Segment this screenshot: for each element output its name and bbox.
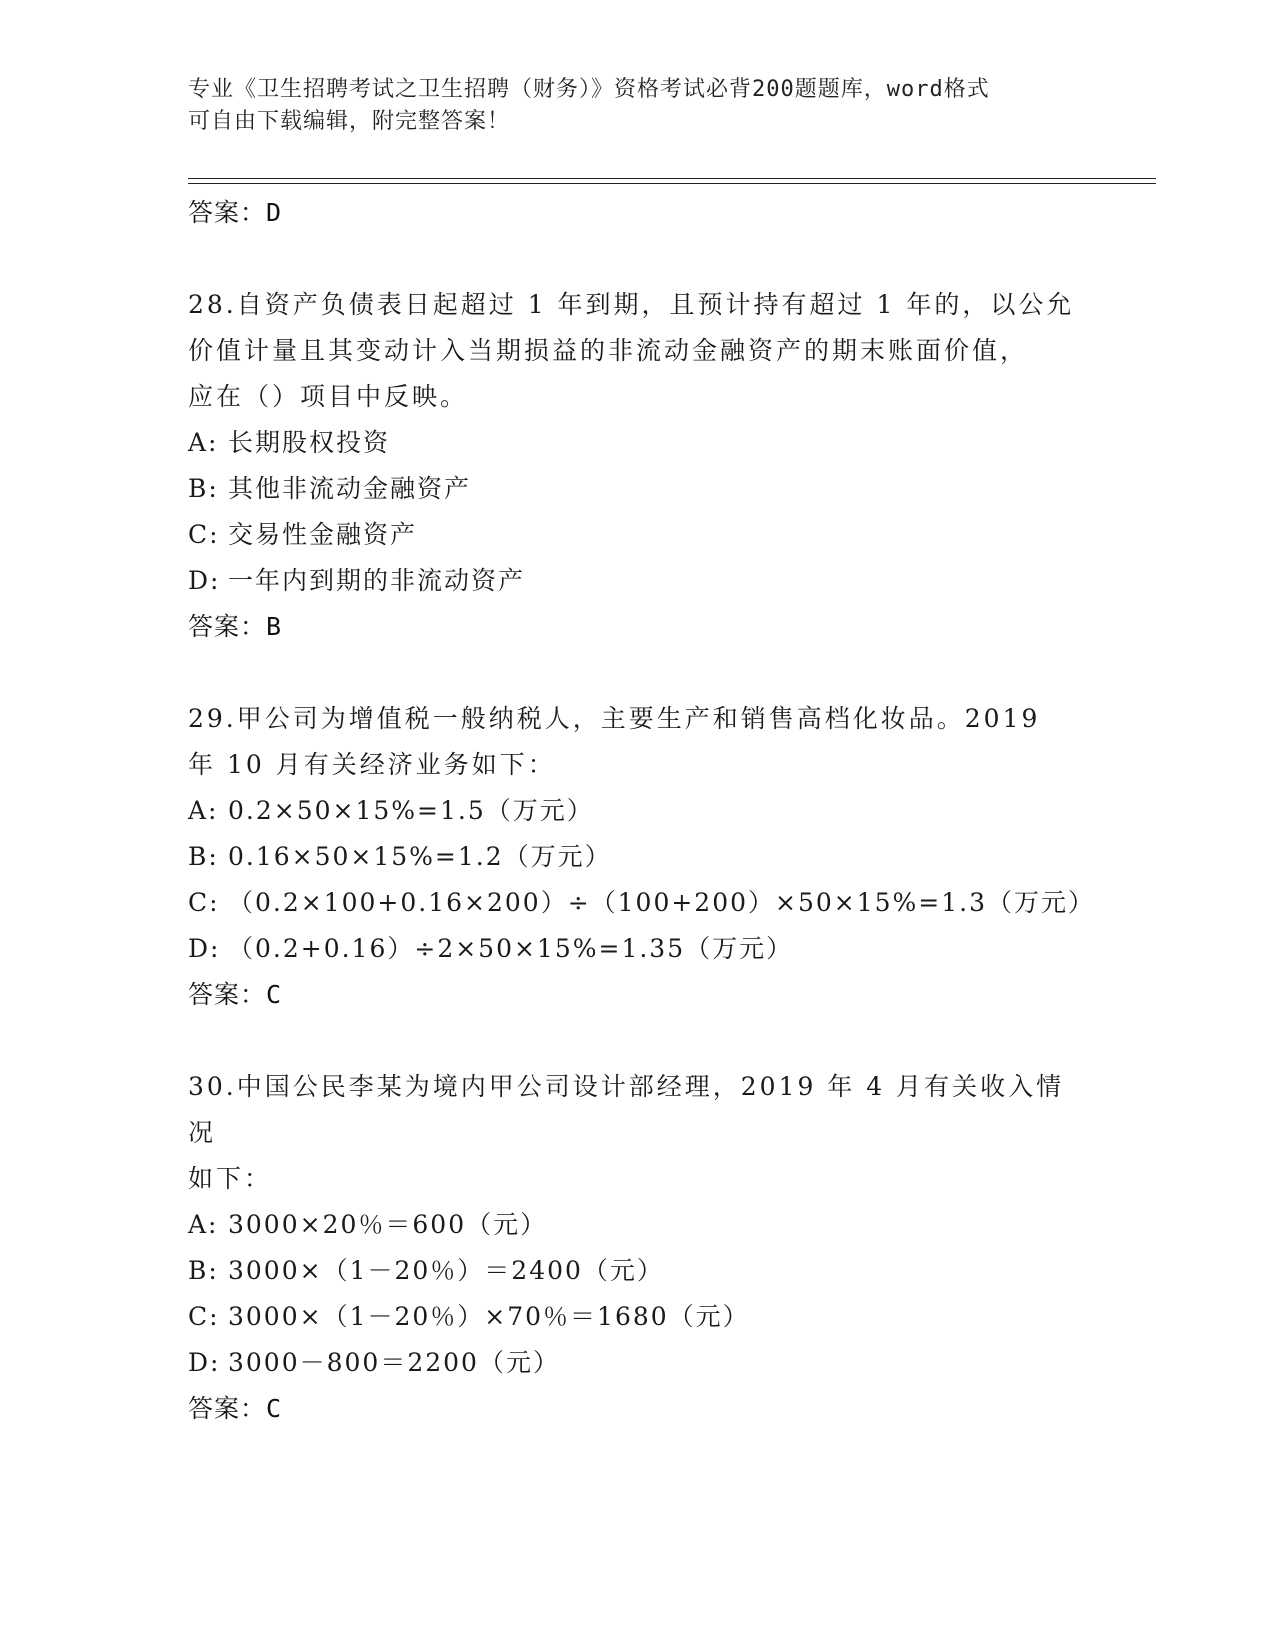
option-d <box>188 926 1088 972</box>
document-body <box>188 190 1096 1432</box>
answer-line: 答案：C <box>188 1394 283 1423</box>
option-text: 3000×20％＝600（元） <box>228 1210 548 1239</box>
question-text-line: 应在（）项目中反映。 <box>188 382 469 411</box>
option-text: 其他非流动金融资产 <box>228 474 472 503</box>
option-text: （0.2+0.16）÷2×50×15%=1.35（万元） <box>228 934 794 963</box>
question-text-line: 30.中国公民李某为境内甲公司设计部经理，2019 年 4 月有关收入情况 <box>188 1072 1065 1147</box>
option-a <box>188 1202 1088 1248</box>
header-line-2: 可自由下载编辑，附完整答案！ <box>188 109 511 134</box>
question-text-line: 29.甲公司为增值税一般纳税人，主要生产和销售高档化妆品。2019 <box>188 704 1041 733</box>
option-text: 3000×（1－20％）×70％＝1680（元） <box>228 1302 750 1331</box>
option-text: 交易性金融资产 <box>228 520 418 549</box>
answer-line: 答案：D <box>188 198 283 227</box>
question-28 <box>188 282 1088 650</box>
option-key: C: <box>188 888 220 917</box>
option-b <box>188 1248 1088 1294</box>
question-text-line: 如下： <box>188 1164 273 1193</box>
option-d <box>188 1340 1088 1386</box>
question-30 <box>188 1064 1088 1432</box>
option-key: C: <box>188 1302 220 1331</box>
option-key: B: <box>188 474 219 503</box>
option-c <box>188 1294 1088 1340</box>
option-c <box>188 512 1088 558</box>
option-key: C: <box>188 520 220 549</box>
option-text: 长期股权投资 <box>228 428 391 457</box>
option-text: 3000×（1－20％）＝2400（元） <box>228 1256 664 1285</box>
question-text-line: 价值计量且其变动计入当期损益的非流动金融资产的期末账面价值， <box>188 336 1029 365</box>
header-line-1: 专业《卫生招聘考试之卫生招聘（财务）》资格考试必背200题题库，word格式 <box>188 77 990 102</box>
option-text: 一年内到期的非流动资产 <box>228 566 526 595</box>
option-text: 3000－800＝2200（元） <box>228 1348 560 1377</box>
question-text-line: 28.自资产负债表日起超过 1 年到期，且预计持有超过 1 年的，以公允 <box>188 290 1075 319</box>
answer-line: 答案：B <box>188 612 283 641</box>
option-d <box>188 558 1088 604</box>
option-key: A: <box>188 428 219 457</box>
option-c <box>188 880 1096 926</box>
option-key: B: <box>188 1256 219 1285</box>
option-text: 0.16×50×15%=1.2（万元） <box>228 842 612 871</box>
option-key: D: <box>188 566 221 595</box>
option-key: B: <box>188 842 219 871</box>
option-a <box>188 788 1088 834</box>
option-b <box>188 834 1088 880</box>
option-b <box>188 466 1088 512</box>
option-key: D: <box>188 934 221 963</box>
option-text: 0.2×50×15%=1.5（万元） <box>228 796 594 825</box>
option-a <box>188 420 1088 466</box>
page-header <box>188 74 1068 138</box>
header-rule-top <box>188 178 1156 179</box>
option-key: A: <box>188 1210 219 1239</box>
question-29 <box>188 696 1096 1018</box>
header-rule-bottom <box>188 183 1156 184</box>
option-key: A: <box>188 796 219 825</box>
option-key: D: <box>188 1348 221 1377</box>
option-text: （0.2×100+0.16×200）÷（100+200）×50×15%=1.3（万元） <box>228 888 1096 917</box>
answer-line: 答案：C <box>188 980 283 1009</box>
question-text-line: 年 10 月有关经济业务如下： <box>188 750 556 779</box>
